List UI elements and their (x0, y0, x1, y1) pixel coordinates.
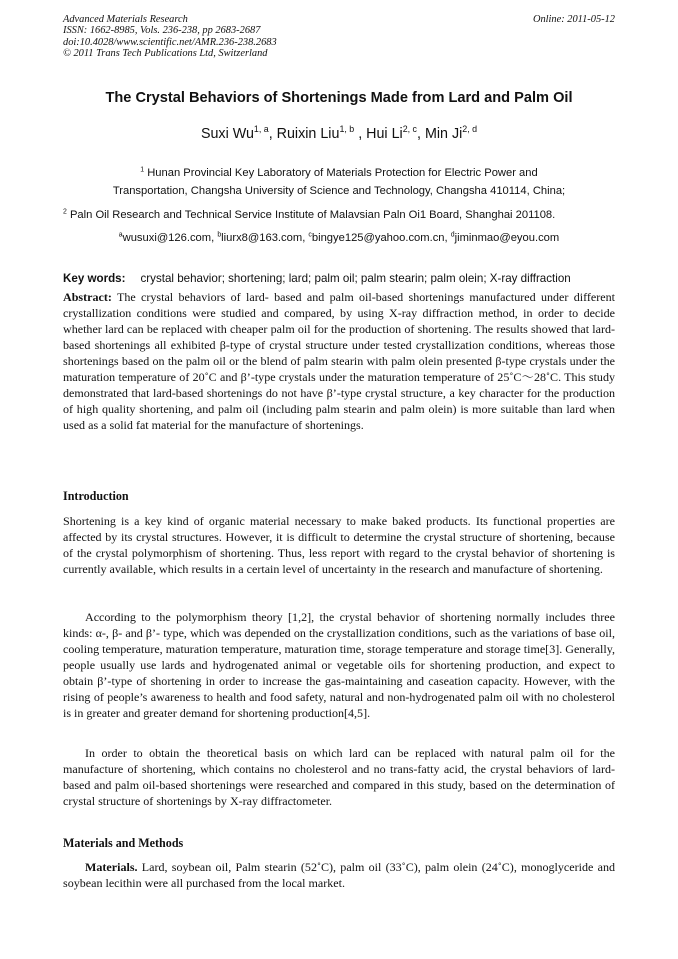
abstract-text: The crystal behaviors of lard- based and palm oil-based shortenings manufactured under different crystallization conditions were studied and compared, by using X-ray diffraction method, in order to decide whether lard can be replaced with cheaper palm oil for the production of shortening. The results showed that lard-based shortenings all exhibited β-type of crystal structure under tested crystallization conditions, whereas those shortenings based on the palm oil or the blend of palm stearin with palm olein presented β-type crystals under the maturation temperature of 20˚C and β’-type crystals under the maturation temperature of 25˚C～28˚C. This study demonstrated that lard-based shortenings do not have β’-type crystal structure, a key character for the production of high quality shortening, and palm oil (including palm stearin and palm olein) is more suitable than lard when used as a solid fat material for the manufacture of shortenings. (63, 290, 615, 433)
journal-header (63, 14, 277, 60)
keywords-line (63, 272, 571, 285)
doi-line: doi:10.4028/www.scientific.net/AMR.236-238.2683 (63, 36, 277, 48)
paragraph-materials (63, 859, 615, 891)
author-affil-mark: 2, d (462, 124, 478, 135)
affiliation-1-line2: Transportation, Changsha University of Science and Technology, Changsha 410114, China; (112, 185, 566, 197)
keywords-label: Key words: (63, 272, 126, 285)
author-affil-mark: 1, b (339, 124, 355, 135)
affiliation-text: Hunan Provincial Key Laboratory of Materials Protection for Electric Power and (147, 167, 538, 179)
author-name: Ruixin Liu (276, 126, 340, 142)
copyright-line: © 2011 Trans Tech Publications Ltd, Switzerland (63, 48, 268, 60)
affiliation-2 (63, 209, 555, 221)
affiliation-mark: 2 (63, 208, 67, 216)
author-separator: , (268, 126, 277, 142)
email-separator: , (444, 232, 451, 244)
author-separator: , (354, 126, 367, 142)
email-address[interactable]: liurx8@163.com (221, 232, 303, 244)
section-heading-introduction: Introduction (63, 489, 129, 503)
paragraph: According to the polymorphism theory [1,2], the crystal behavior of shortening normally includes three kinds: α-, β- and β’- type, which was depended on the crystallization conditions, such as the variations of base oil, cooling temperature, maturation temperature, maturation time, storage temperature and storage time[3]. Generally, people usually use lards and hydrogenated animal or vegetable oils for shortening production, and expect to obtain β’-type of shortening in order to increase the gas-maintaining and caseation capacity. However, with the rising of people’s awareness to health and food safety, natural and non-hydrogenated palm oil with no cholesterol is in greater and greater demand for shortening production[4,5]. (63, 610, 615, 721)
affiliation-text: Paln Oil Research and Technical Service Institute of Malavsian Paln Oi1 Board, Shanghai 201108. (69, 209, 556, 221)
author-affil-mark: 1, a (253, 124, 269, 135)
paragraph-text: Lard, soybean oil, Palm stearin (52˚C), palm oil (33˚C), palm olein (24˚C), monoglyceride and soybean lecithin were all purchased from the local market. (63, 860, 615, 891)
author-separator: , (416, 126, 425, 142)
paper-title: The Crystal Behaviors of Shortenings Made from Lard and Palm Oil (105, 90, 573, 106)
paragraph: Shortening is a key kind of organic material necessary to make baked products. Its functional properties are affected by its crystal structures. However, it is difficult to determine the crystal structure of shortening, because of the crystal polymorphism of shortening. Thus, less report with regard to the crystal behavior of shortening is currently available, which results in a certain level of uncertainty in the research and manufacture of shortening. (63, 514, 615, 577)
abstract-label: Abstract: (63, 290, 112, 304)
issn-line: ISSN: 1662-8985, Vols. 236-238, pp 2683-2687 (63, 25, 261, 37)
journal-name: Advanced Materials Research (63, 14, 188, 25)
email-mark: d (450, 231, 455, 239)
author-name: Suxi Wu (200, 126, 254, 142)
keywords-text: crystal behavior; shortening; lard; palm oil; palm stearin; palm olein; X-ray diffraction (140, 272, 571, 285)
email-mark: a (118, 231, 123, 239)
email-mark: b (217, 231, 222, 239)
affiliation-1-line1 (0, 167, 678, 179)
section-heading-materials-methods: Materials and Methods (63, 836, 184, 850)
paragraph: In order to obtain the theoretical basis on which lard can be replaced with natural palm oil for the manufacture of shortening, which contains no cholesterol and no trans-fatty acid, the crystal behaviors of lard- based and palm oil-based shortenings were researched and compared in this study, based on the determination of crystal structure of shortenings by X-ray diffractometer. (63, 746, 615, 809)
email-separator: , (302, 232, 309, 244)
author-affil-mark: 2, c (402, 124, 417, 135)
email-address[interactable]: jiminmao@eyou.com (454, 232, 560, 244)
affiliation-mark: 1 (140, 166, 145, 174)
email-mark: c (308, 231, 312, 239)
subsection-label: Materials. (85, 860, 138, 874)
email-address[interactable]: wusuxi@126.com (122, 232, 212, 244)
author-list (0, 126, 678, 142)
email-list (0, 232, 678, 244)
email-address[interactable]: bingye125@yahoo.com.cn (311, 232, 445, 244)
author-name: Min Ji (424, 126, 463, 142)
online-date: Online: 2011-05-12 (532, 14, 615, 25)
abstract (63, 289, 615, 433)
author-name: Hui Li (366, 126, 403, 142)
email-separator: , (211, 232, 218, 244)
